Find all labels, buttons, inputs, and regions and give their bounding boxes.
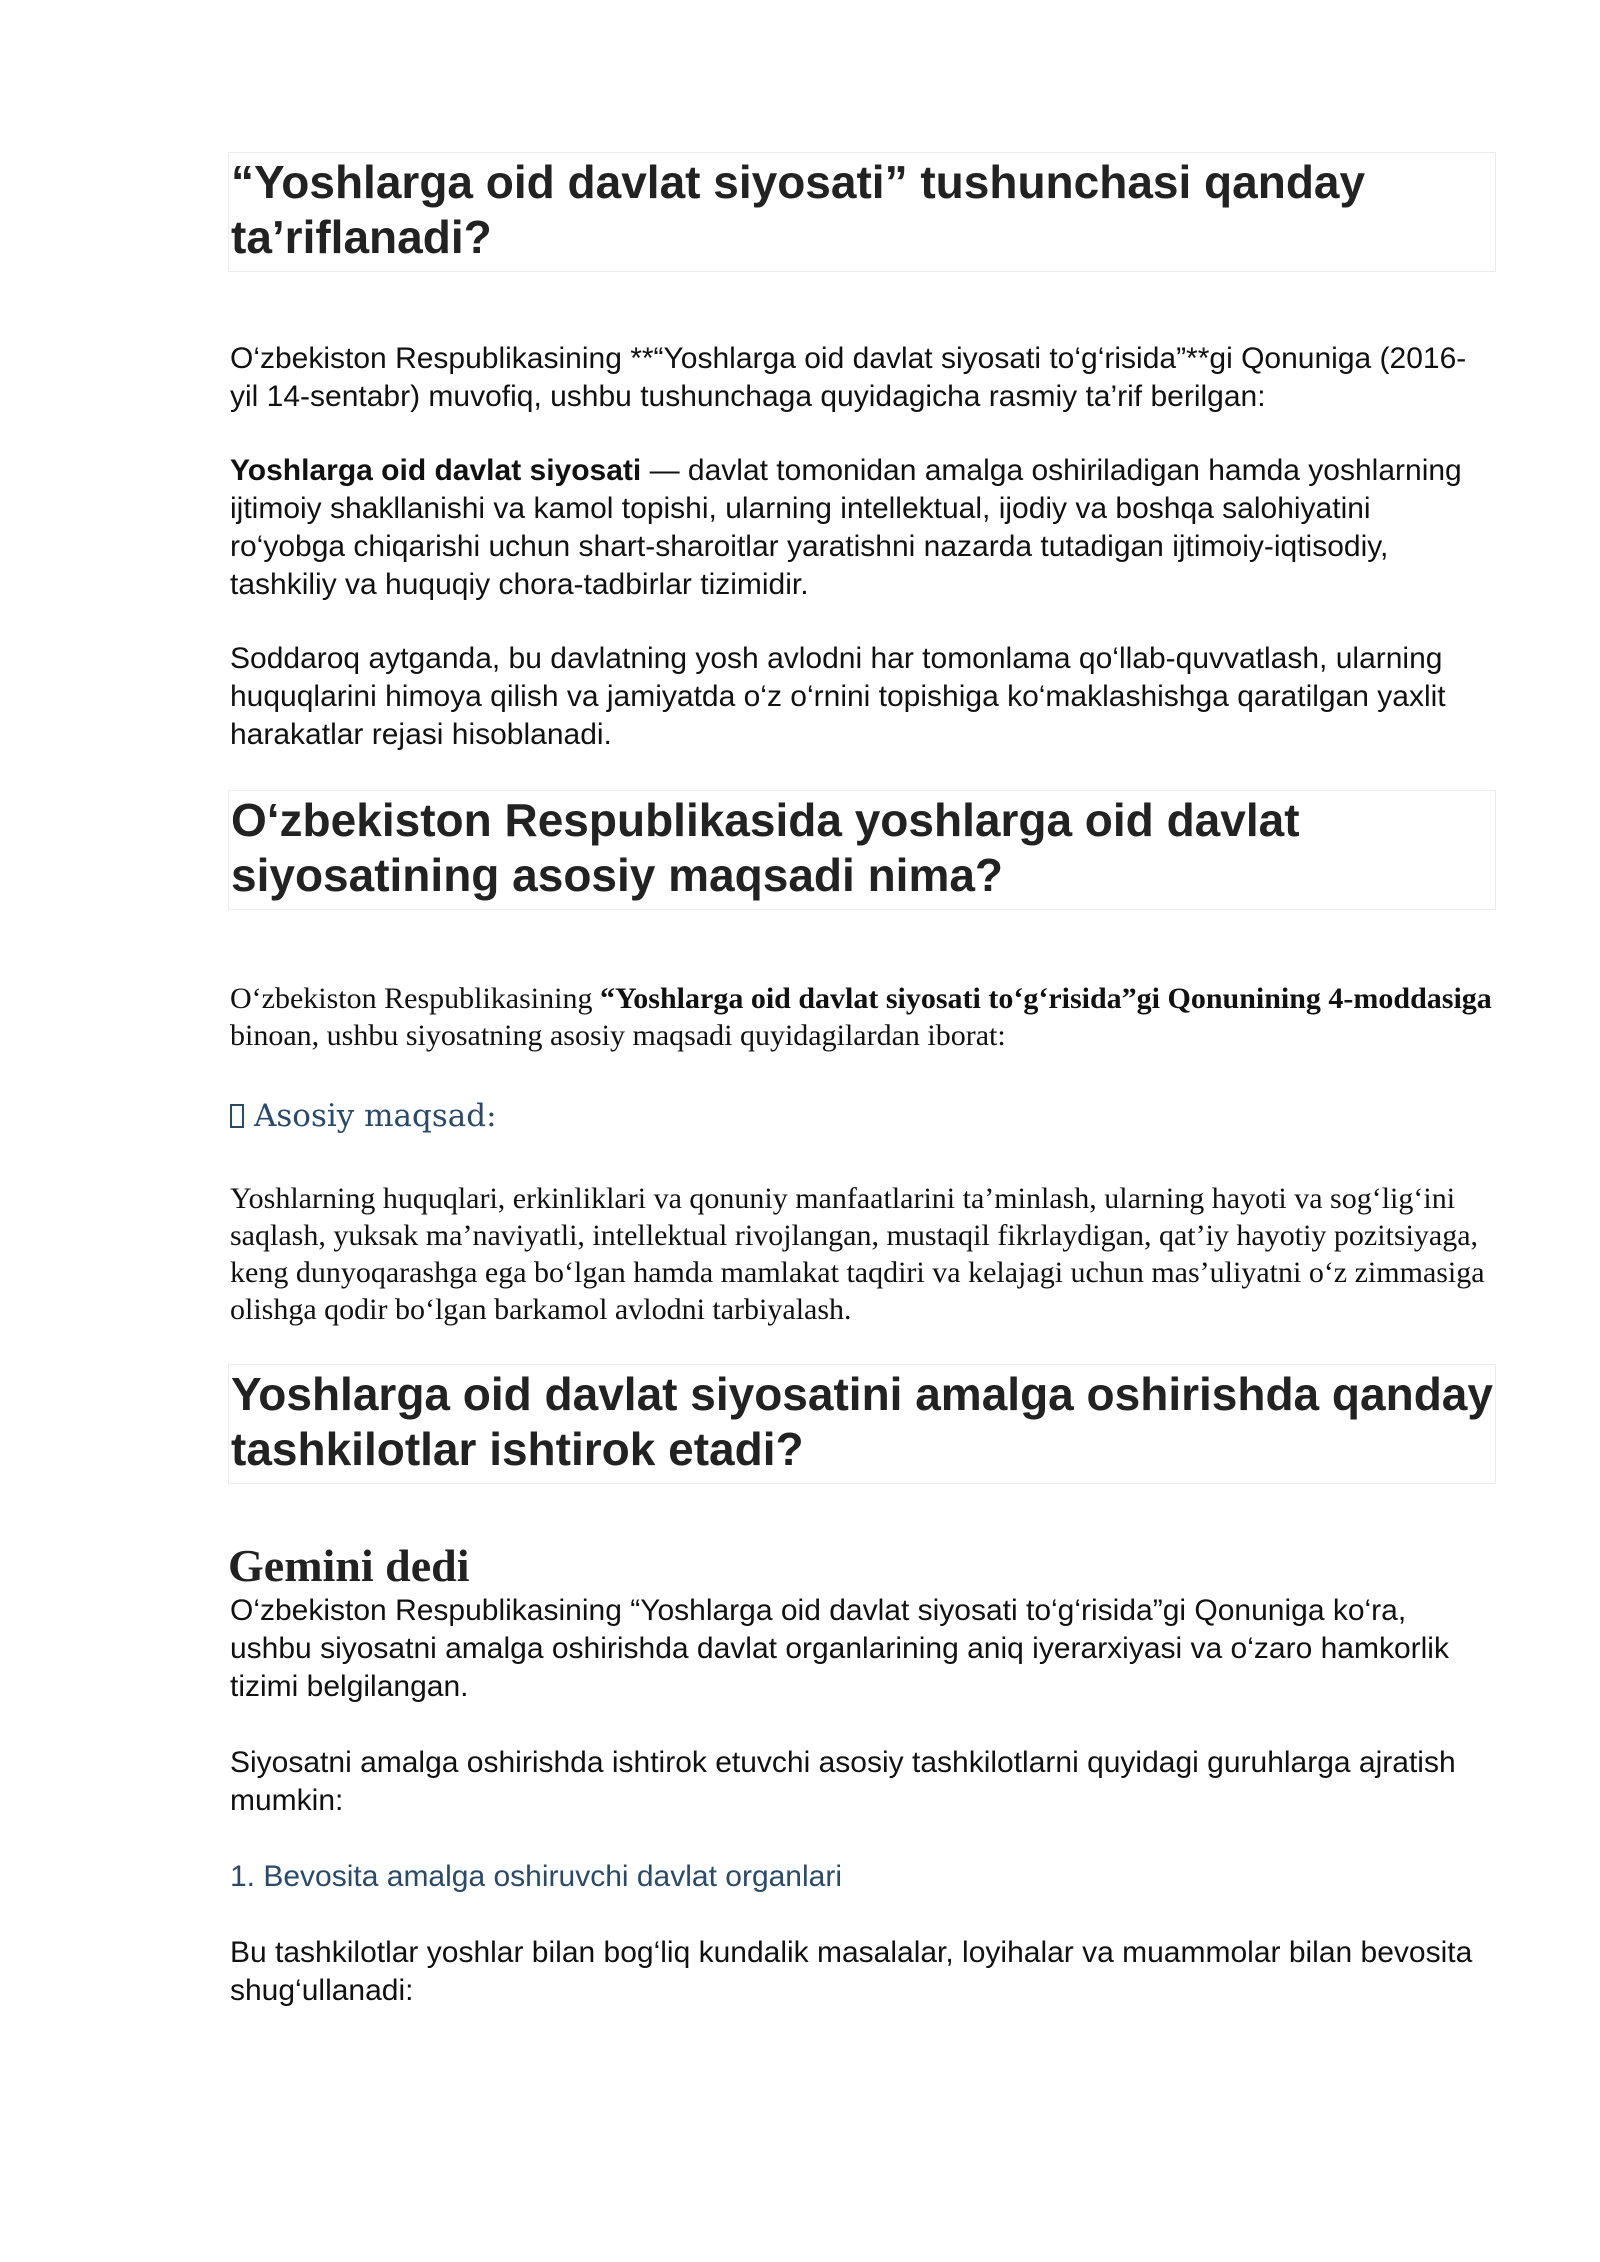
- paragraph: [230, 980, 1500, 1054]
- law-reference: “Yoshlarga oid davlat siyosati to‘g‘risida”gi Qonunining 4-moddasiga: [599, 982, 1492, 1015]
- definition-paragraph: [230, 452, 1490, 604]
- section-title: O‘zbekiston Respublikasida yoshlarga oid davlat siyosatining asosiy maqsadi nima?: [231, 794, 1300, 901]
- section-title: “Yoshlarga oid davlat siyosati” tushunchasi qanday ta’riflanadi?: [231, 156, 1366, 263]
- paragraph: Bu tashkilotlar yoshlar bilan bog‘liq kundalik masalalar, loyihalar va muammolar bilan bevosita shug‘ullanadi:: [230, 1936, 1473, 2007]
- intro-prefix: O‘zbekiston Respublikasining: [230, 982, 600, 1015]
- section-heading: [228, 790, 1496, 910]
- paragraph: Yoshlarning huquqlari, erkinliklari va qonuniy manfaatlarini ta’minlash, ularning hayoti va sog‘lig‘ini saqlash, yuksak ma’naviyatli, intellektual rivojlangan, mustaqil fikrlaydigan, qat’iy hayotiy pozitsiyaga, keng dunyoqarashga ega bo‘lgan hamda mamlakat taqdiri va kelajagi uchun mas’uliyatni o‘z zimmasiga olishga qodir bo‘lgan barkamol avlodni tarbiyalash.: [230, 1182, 1485, 1326]
- subheading-label: Asosiy maqsad:: [254, 1098, 497, 1134]
- definition-term: Yoshlarga oid davlat siyosati: [230, 454, 642, 487]
- paragraph: O‘zbekiston Respublikasining **“Yoshlarga oid davlat siyosati to‘g‘risida”**gi Qonuniga (2016-yil 14-sentabr) muvofiq, ushbu tushunchaga quyidagicha rasmiy ta’rif berilgan:: [230, 342, 1467, 413]
- definition-text: — davlat tomonidan amalga oshiriladigan hamda yoshlarning ijtimoiy shakllanishi va kamol topishi, ularning intellektual, ijodiy va boshqa salohiyatini ro‘yobga chiqarishi uchun shart-sharoitlar yaratishni nazarda tutadigan ijtimoiy-iqtisodiy, tashkiliy va huquqiy chora-tadbirlar tizimidir.: [230, 454, 1462, 601]
- paragraph: Siyosatni amalga oshirishda ishtirok etuvchi asosiy tashkilotlarni quyidagi guruhlarga ajratish mumkin:: [230, 1746, 1456, 1817]
- subheading: [230, 1096, 497, 1136]
- placeholder-glyph-icon: [230, 1104, 244, 1128]
- section-heading: [228, 152, 1496, 272]
- intro-suffix: binoan, ushbu siyosatning asosiy maqsadi quyidagilardan iborat:: [230, 1019, 1006, 1052]
- section-heading: [228, 1364, 1496, 1484]
- subheading: 1. Bevosita amalga oshiruvchi davlat organlari: [230, 1860, 842, 1893]
- paragraph: O‘zbekiston Respublikasining “Yoshlarga oid davlat siyosati to‘g‘risida”gi Qonuniga ko‘ra, ushbu siyosatni amalga oshirishda davlat organlarining aniq iyerarxiyasi va o‘zaro hamkorlik tizimi belgilangan.: [230, 1594, 1449, 1703]
- section-title: Yoshlarga oid davlat siyosatini amalga oshirishda qanday tashkilotlar ishtirok etadi?: [231, 1368, 1493, 1475]
- paragraph: Soddaroq aytganda, bu davlatning yosh avlodni har tomonlama qo‘llab-quvvatlash, ularning huquqlarini himoya qilish va jamiyatda o‘z o‘rnini topishiga ko‘maklashishga qaratilgan yaxlit harakatlar rejasi hisoblanadi.: [230, 642, 1446, 751]
- speaker-label: Gemini dedi: [228, 1540, 470, 1591]
